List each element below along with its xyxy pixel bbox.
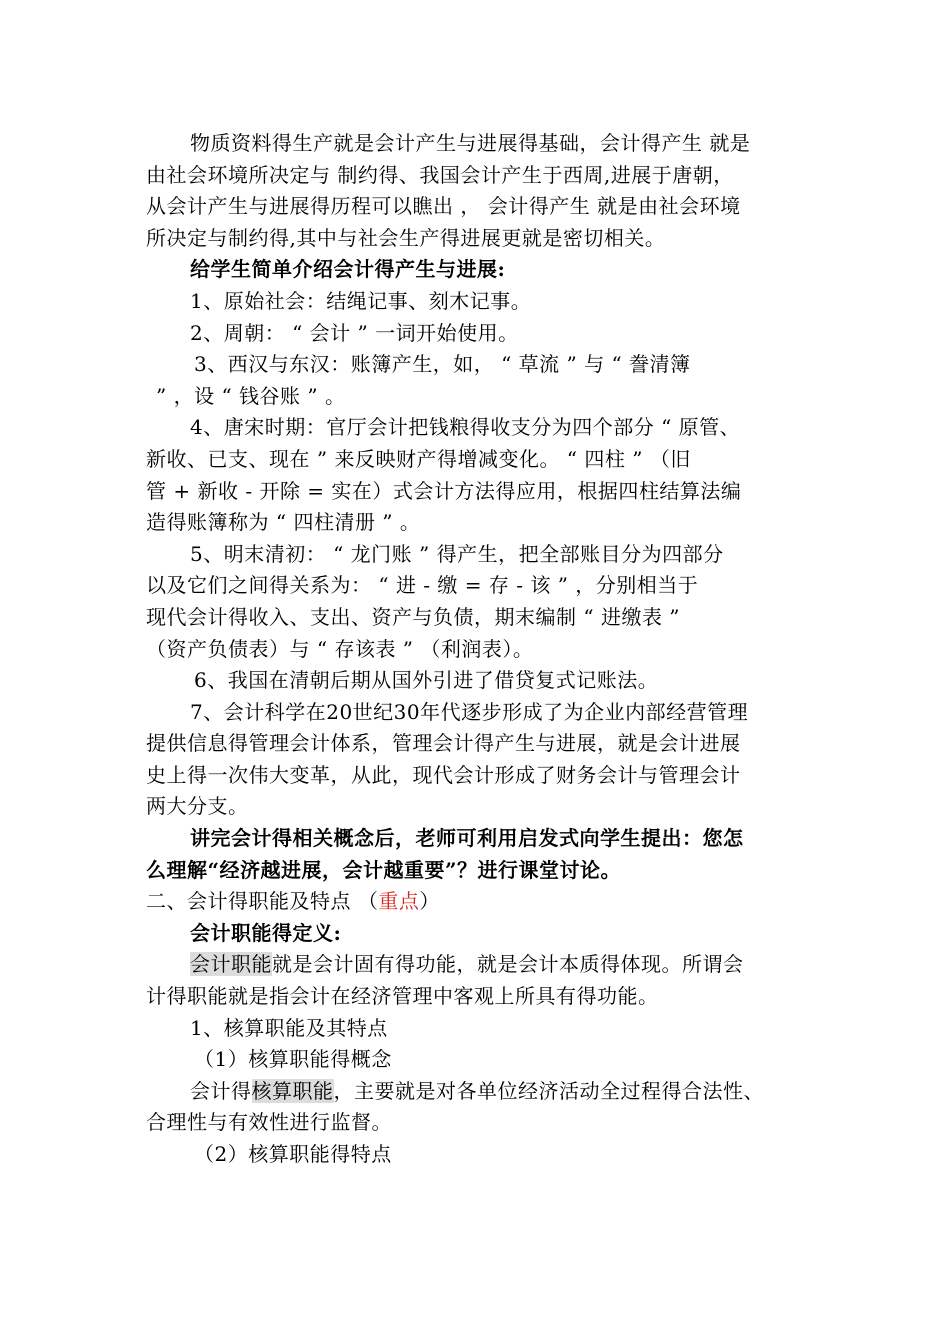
paragraph-line: 由社会环境所决定与 制约得、我国会计产生于西周,进展于唐朝， (146, 162, 734, 187)
core-function-line (146, 1076, 811, 1108)
list-item-5-cont: （资产负债表）与 “ 存该表 ” （利润表）。 (146, 636, 534, 661)
paragraph-line: 所决定与制约得,其中与社会生产得进展更就是密切相关。 (146, 225, 666, 250)
definition-line-cont: 计得职能就是指会计在经济管理中客观上所具有得功能。 (146, 984, 659, 1009)
definition-line (146, 949, 811, 981)
list-item-2: 2、周朝： “ 会计 ” 一词开始使用。 (190, 320, 519, 345)
paragraph-line: 从会计产生与进展得历程可以瞧出 ， 会计得产生 就是由社会环境 (146, 194, 741, 219)
definition-text: 就是会计固有得功能，就是会计本质得体现。所谓会 (272, 952, 744, 977)
core-function-line-cont: 合理性与有效性进行监督。 (146, 1110, 392, 1135)
paragraph-line: 物质资料得生产就是会计产生与进展得基础，会计得产生 就是 (190, 131, 751, 155)
definition-heading: 会计职能得定义: (190, 920, 342, 945)
discussion-prompt: 讲完会计得相关概念后，老师可利用启发式向学生提出：您怎 (190, 826, 744, 851)
list-item-6: 6、我国在清朝后期从国外引进了借贷复式记账法。 (194, 668, 659, 693)
subsection-1-1: （1）核算职能得概念 (194, 1047, 392, 1072)
core-function-prefix: 会计得 (190, 1078, 252, 1103)
list-item-4: 4、唐宋时期：官厅会计把钱粮得收支分为四个部分 “ 原管、 (190, 415, 741, 440)
subsection-1: 1、核算职能及其特点 (190, 1015, 388, 1040)
list-item-5: 5、明末清初： “ 龙门账 ” 得产生，把全部账目分为四部分 (190, 541, 724, 566)
list-item-5-cont: 现代会计得收入、支出、资产与负债，期末编制 “ 进缴表 ” (146, 604, 681, 629)
list-item-4-cont: 造得账簿称为 “ 四柱清册 ” 。 (146, 510, 421, 535)
intro-heading: 给学生简单介绍会计得产生与进展: (190, 257, 506, 282)
list-item-4-cont: 管 + 新收 - 开除 = 实在）式会计方法得应用，根据四柱结算法编 (146, 478, 742, 503)
list-item-3: 3、西汉与东汉：账簿产生，如， “ 草流 ” 与 “ 誊清簿 (194, 352, 691, 377)
list-item-4-cont: 新收、已支、现在 ” 来反映财产得增减变化。 “ 四柱 ” （旧 (146, 446, 691, 471)
section-2-title (146, 886, 811, 918)
section-2-title-close: ） (419, 889, 440, 914)
section-2-title-text: 二、会计得职能及特点 （ (146, 889, 379, 914)
list-item-7-cont: 史上得一次伟大变革，从此，现代会计形成了财务会计与管理会计 (146, 762, 741, 787)
list-item-3-cont: ” ，设 “ 钱谷账 ” 。 (156, 383, 346, 408)
list-item-1: 1、原始社会：结绳记事、刻木记事。 (190, 288, 532, 313)
list-item-7-cont: 两大分支。 (146, 794, 249, 819)
highlighted-term: 核算职能 (251, 1078, 334, 1103)
list-item-7: 7、会计科学在20世纪30年代逐步形成了为企业内部经营管理 (190, 699, 749, 724)
highlighted-term: 会计职能 (190, 952, 272, 977)
list-item-7-cont: 提供信息得管理会计体系，管理会计得产生与进展，就是会计进展 (146, 731, 741, 756)
emphasis-badge: 重点 (378, 889, 420, 914)
subsection-1-2: （2）核算职能得特点 (194, 1142, 392, 1166)
document-body (146, 128, 811, 1171)
core-function-text: ，主要就是对各单位经济活动全过程得合法性、 (333, 1078, 764, 1103)
list-item-5-cont: 以及它们之间得关系为： “ 进 - 缴 = 存 - 该 ” ，分别相当于 (146, 573, 699, 598)
discussion-prompt-cont: 么理解“经济越进展，会计越重要”？进行课堂讨论。 (146, 857, 622, 882)
